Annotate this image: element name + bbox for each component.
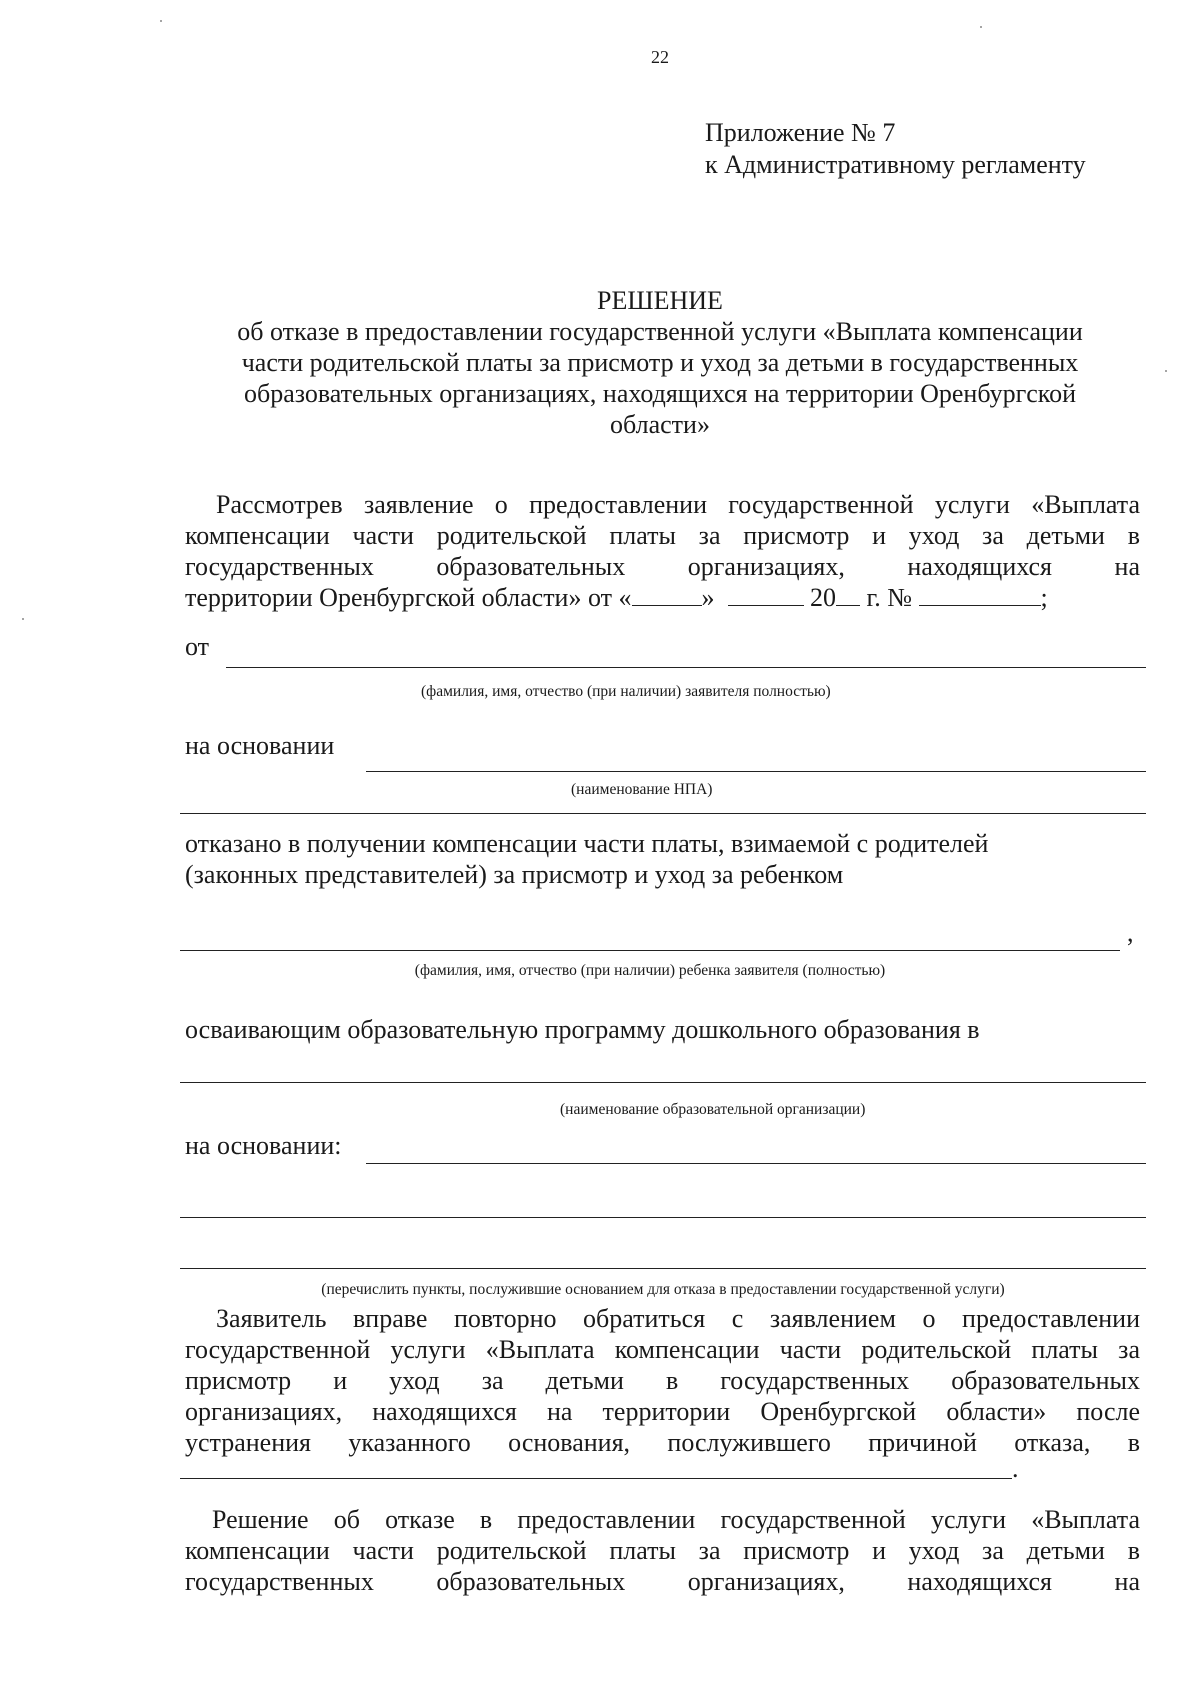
- scan-speck: [980, 26, 982, 28]
- decision-line: Решение об отказе в предоставлении государственной услуги «Выплата: [212, 1505, 1140, 1534]
- caption-child: (фамилия, имя, отчество (при наличии) ребенка заявителя (полностью): [414, 962, 886, 979]
- from-label: от: [185, 632, 210, 661]
- appendix-reference: к Административному регламенту: [705, 150, 1086, 179]
- intro-line: государственных образовательных организациях, находящихся на: [185, 552, 1140, 581]
- decision-line: компенсации части родительской платы за присмотр и уход за детьми в: [185, 1536, 1140, 1565]
- reapply-line: Заявитель вправе повторно обратиться с заявлением о предоставлении: [216, 1304, 1140, 1333]
- decision-line: государственных образовательных организациях, находящихся на: [185, 1567, 1140, 1596]
- reasons-field-3[interactable]: [180, 1268, 1146, 1269]
- refused-line: (законных представителей) за присмотр и уход за ребенком: [185, 860, 844, 889]
- reapply-end: .: [1012, 1454, 1019, 1483]
- intro-quote: »: [701, 583, 715, 612]
- applicant-name-field[interactable]: [226, 667, 1146, 668]
- reapply-line: организациях, находящихся на территории Оренбургской области» после: [185, 1397, 1140, 1426]
- basis-label-2: на основании:: [185, 1131, 342, 1160]
- refused-line: отказано в получении компенсации части платы, взимаемой с родителей: [185, 829, 989, 858]
- reasons-field-1[interactable]: [366, 1163, 1146, 1164]
- appendix-number: Приложение № 7: [705, 118, 896, 147]
- document-subtitle-line: об отказе в предоставлении государственной услуги «Выплата компенсации: [237, 317, 1083, 346]
- caption-reasons: (перечислить пункты, послужившие основанием для отказа в предоставлении государственной услуги): [321, 1281, 1005, 1298]
- reasons-field-2[interactable]: [180, 1217, 1146, 1218]
- application-number-field[interactable]: [919, 583, 1041, 606]
- organization-field[interactable]: [180, 1082, 1146, 1083]
- intro-last-line: [185, 583, 1048, 613]
- reapply-line: устранения указанного основания, послужившего причиной отказа, в: [185, 1428, 1140, 1457]
- year-prefix: 20: [810, 583, 836, 612]
- reapply-line: присмотр и уход за детьми в государственных образовательных: [185, 1366, 1140, 1395]
- document-subtitle-line: образовательных организациях, находящихся на территории Оренбургской: [243, 379, 1077, 408]
- page-number: 22: [651, 47, 669, 67]
- npa-field[interactable]: [366, 771, 1146, 772]
- caption-npa: (наименование НПА): [571, 781, 713, 798]
- intro-text: территории Оренбургской области» от «: [185, 583, 632, 612]
- intro-line: компенсации части родительской платы за присмотр и уход за детьми в: [185, 521, 1140, 550]
- day-field[interactable]: [632, 583, 702, 606]
- mastering-text: осваивающим образовательную программу дошкольного образования в: [185, 1015, 980, 1044]
- number-label: г. №: [866, 583, 913, 612]
- document-subtitle-line: области»: [610, 410, 710, 439]
- scan-speck: [160, 20, 162, 22]
- document-title: РЕШЕНИЕ: [597, 286, 723, 315]
- deadline-field[interactable]: [180, 1478, 1012, 1479]
- scan-speck: [22, 618, 24, 620]
- basis-label: на основании: [185, 731, 335, 760]
- reapply-line: государственной услуги «Выплата компенсации части родительской платы за: [185, 1335, 1140, 1364]
- child-name-field[interactable]: [180, 950, 1120, 951]
- caption-organization: (наименование образовательной организации): [560, 1101, 866, 1118]
- month-field[interactable]: [728, 583, 804, 606]
- intro-end: ;: [1040, 583, 1048, 612]
- comma: ,: [1127, 918, 1134, 947]
- year-field[interactable]: [836, 583, 860, 606]
- document-subtitle-line: части родительской платы за присмотр и уход за детьми в государственных: [241, 348, 1079, 377]
- npa-field-continued[interactable]: [180, 813, 1146, 814]
- intro-line: Рассмотрев заявление о предоставлении государственной услуги «Выплата: [216, 490, 1140, 519]
- caption-applicant: (фамилия, имя, отчество (при наличии) заявителя полностью): [421, 683, 831, 700]
